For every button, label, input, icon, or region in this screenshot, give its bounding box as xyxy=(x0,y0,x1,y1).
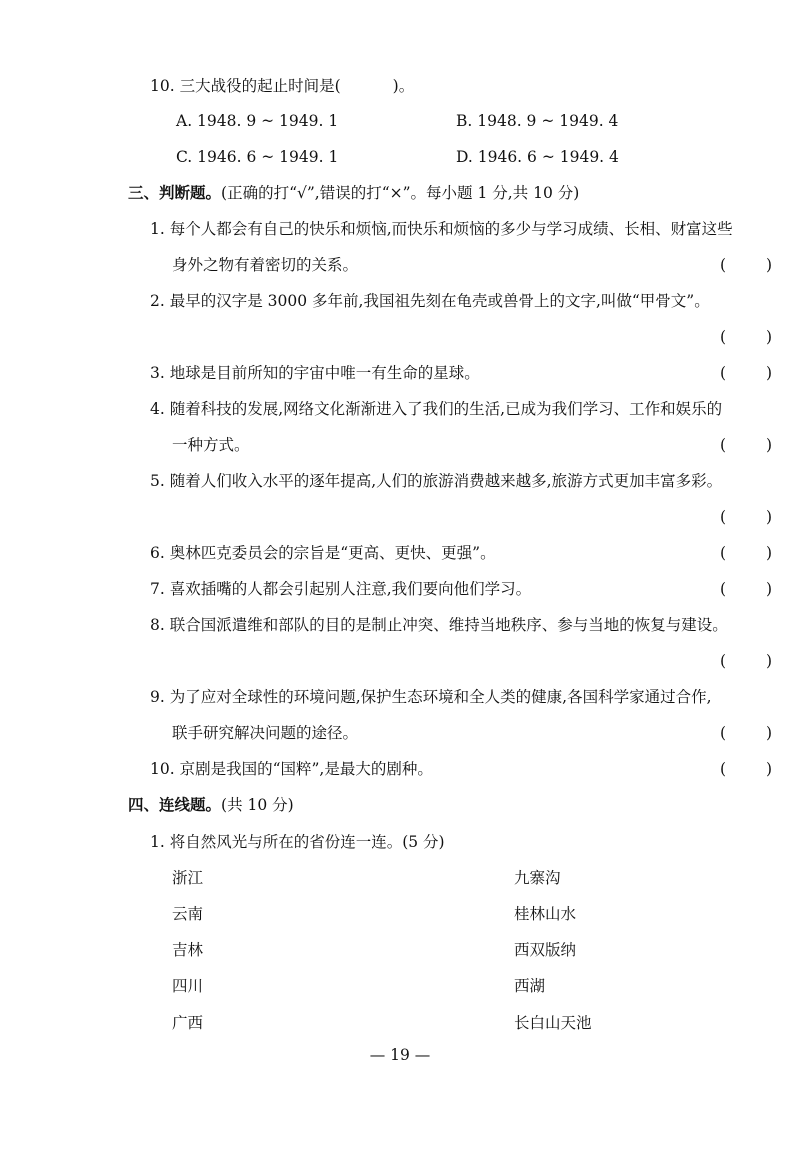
judge-item-5-answer-box[interactable]: ( ) xyxy=(720,508,772,526)
judge-item-6-line1: 6. 奥林匹克委员会的宗旨是“更高、更快、更强”。 xyxy=(150,544,496,562)
q10-stem xyxy=(150,75,414,97)
q10-option-d: D. 1946. 6 ~ 1949. 4 xyxy=(456,148,619,166)
judge-item-2-line1: 2. 最早的汉字是 3000 多年前,我国祖先刻在龟壳或兽骨上的文字,叫做“甲骨文”。 xyxy=(150,292,710,310)
q10-option-a: A. 1948. 9 ~ 1949. 1 xyxy=(176,112,339,130)
scenery-item[interactable]: 九寨沟 xyxy=(514,869,561,887)
q10-option-c: C. 1946. 6 ~ 1949. 1 xyxy=(176,148,339,166)
judge-item-6-answer-box[interactable]: ( ) xyxy=(720,544,772,562)
section4-heading xyxy=(128,794,294,816)
scenery-item[interactable]: 西湖 xyxy=(514,977,546,995)
judge-item-3-line1: 3. 地球是目前所知的宇宙中唯一有生命的星球。 xyxy=(150,364,480,382)
judge-item-9-line1: 9. 为了应对全球性的环境问题,保护生态环境和全人类的健康,各国科学家通过合作, xyxy=(150,688,712,706)
judge-item-4-line1: 4. 随着科技的发展,网络文化渐渐进入了我们的生活,已成为我们学习、工作和娱乐的 xyxy=(150,400,723,418)
judge-item-10-answer-box[interactable]: ( ) xyxy=(720,760,772,778)
scenery-item[interactable]: 桂林山水 xyxy=(514,905,577,923)
judge-item-8-line1: 8. 联合国派遣维和部队的目的是制止冲突、维持当地秩序、参与当地的恢复与建设。 xyxy=(150,616,728,634)
province-item[interactable]: 云南 xyxy=(172,905,204,923)
judge-item-9-line2: 联手研究解决问题的途径。 xyxy=(172,724,359,742)
section3-title: 三、判断题。 xyxy=(128,183,222,202)
judge-item-7-line1: 7. 喜欢插嘴的人都会引起别人注意,我们要向他们学习。 xyxy=(150,580,532,598)
judge-item-1-line1: 1. 每个人都会有自己的快乐和烦恼,而快乐和烦恼的多少与学习成绩、长相、财富这些 xyxy=(150,220,733,238)
q10-option-b: B. 1948. 9 ~ 1949. 4 xyxy=(456,112,619,130)
section4-note: (共 10 分) xyxy=(221,796,294,814)
judge-item-5-line1: 5. 随着人们收入水平的逐年提高,人们的旅游消费越来越多,旅游方式更加丰富多彩。 xyxy=(150,472,723,490)
judge-item-2-answer-box[interactable]: ( ) xyxy=(720,328,772,346)
judge-item-4-answer-box[interactable]: ( ) xyxy=(720,436,772,454)
scenery-item[interactable]: 西双版纳 xyxy=(514,941,577,959)
q10-stem-text: 10. 三大战役的起止时间是( xyxy=(150,77,341,95)
judge-item-10-line1: 10. 京剧是我国的“国粹”,是最大的剧种。 xyxy=(150,760,433,778)
page-number: — 19 — xyxy=(369,1046,431,1064)
judge-item-7-answer-box[interactable]: ( ) xyxy=(720,580,772,598)
judge-item-9-answer-box[interactable]: ( ) xyxy=(720,724,772,742)
judge-item-4-line2: 一种方式。 xyxy=(172,436,250,454)
province-item[interactable]: 吉林 xyxy=(172,941,204,959)
q10-stem-end: )。 xyxy=(392,77,415,95)
judge-item-1-answer-box[interactable]: ( ) xyxy=(720,256,772,274)
judge-item-3-answer-box[interactable]: ( ) xyxy=(720,364,772,382)
province-item[interactable]: 浙江 xyxy=(172,869,204,887)
judge-item-1-line2: 身外之物有着密切的关系。 xyxy=(172,256,359,274)
section4-title: 四、连线题。 xyxy=(128,795,222,814)
scenery-item[interactable]: 长白山天池 xyxy=(514,1014,592,1032)
judge-item-8-answer-box[interactable]: ( ) xyxy=(720,652,772,670)
section3-heading xyxy=(128,182,579,204)
province-item[interactable]: 广西 xyxy=(172,1014,204,1032)
section3-note: (正确的打“√”,错误的打“×”。每小题 1 分,共 10 分) xyxy=(221,184,580,202)
province-item[interactable]: 四川 xyxy=(172,977,204,995)
matching-question-1: 1. 将自然风光与所在的省份连一连。(5 分) xyxy=(150,833,445,851)
